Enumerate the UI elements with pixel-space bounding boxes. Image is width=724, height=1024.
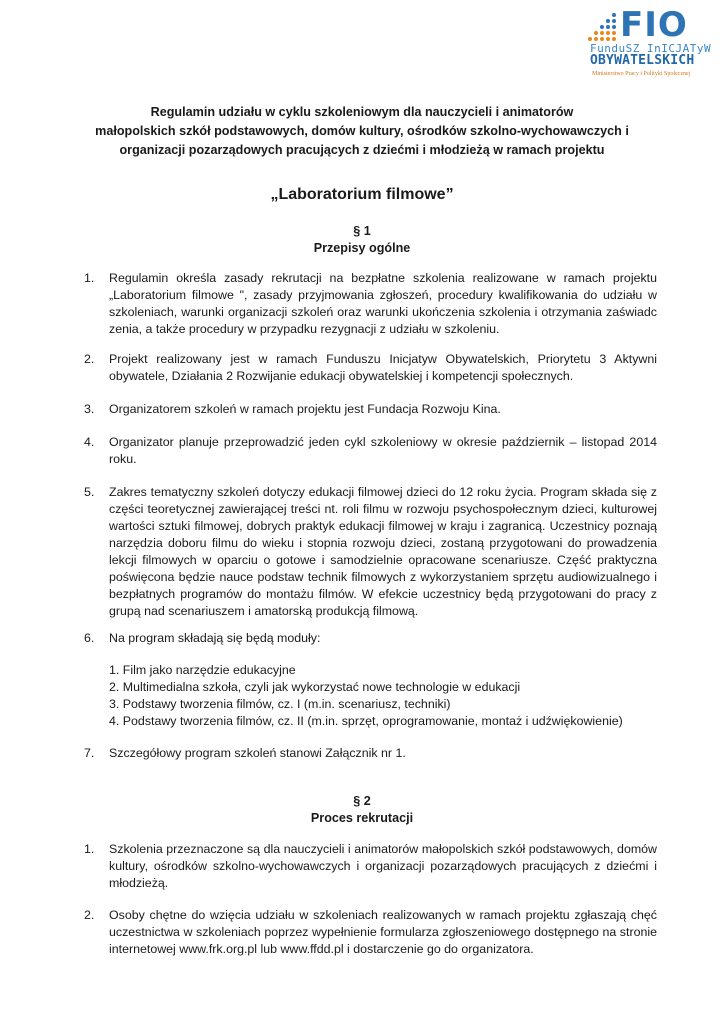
item-text: Organizatorem szkoleń w ramach projektu jest Fundacja Rozwoju Kina. — [109, 402, 501, 416]
item-number: 2. — [84, 908, 95, 922]
fio-logo — [580, 5, 720, 82]
section-1-heading — [60, 223, 664, 257]
document-header — [60, 103, 664, 160]
item-number: 7. — [84, 746, 95, 760]
item-number: 2. — [84, 352, 95, 366]
list-item — [84, 351, 657, 385]
document-title: „Laboratorium filmowe” — [270, 186, 454, 203]
logo-line-1: FunduSZ InICJATyW — [590, 42, 712, 55]
dot-grid-icon — [586, 12, 618, 42]
logo-line-2: OBYWATELSKICH — [590, 53, 695, 68]
section-2-heading — [60, 793, 664, 827]
item-text: Szczegółowy program szkoleń stanowi Załącznik nr 1. — [109, 746, 406, 760]
item-number: 5. — [84, 485, 95, 499]
item-number: 1. — [84, 271, 95, 285]
item-number: 1. — [84, 842, 95, 856]
logo-mark: FIO — [620, 5, 688, 45]
section-title: Proces rekrutacji — [310, 811, 414, 825]
list-item — [84, 401, 657, 418]
list-item — [84, 434, 657, 468]
section-number: § 2 — [353, 794, 371, 808]
module-item: 1. Film jako narzędzie edukacyjne — [109, 663, 296, 677]
item-text: Projekt realizowany jest w ramach Funduszu Inicjatyw Obywatelskich, Priorytetu 3 Aktywni obywatele, Działania 2 Rozwijanie edukacji obywatelskiej i kompetencji społecznych. — [109, 352, 657, 383]
list-item — [84, 270, 657, 338]
item-text: Na program składają się będą moduły: — [109, 631, 321, 645]
module-item: 3. Podstawy tworzenia filmów, cz. I (m.in. scenariusz, techniki) — [109, 697, 451, 711]
list-item — [84, 907, 657, 958]
list-item — [84, 745, 657, 762]
module-item: 2. Multimedialna szkoła, czyli jak wykorzystać nowe technologie w edukacji — [109, 680, 521, 694]
list-item — [84, 484, 657, 620]
item-text: Zakres tematyczny szkoleń dotyczy edukacji filmowej dzieci do 12 roku życia. Program składa się z części teoretycznej zawierającej treści nt. roli filmu w rozwoju psychospołecznym dzieci, kulturowej wartości sztuki filmowej, dobrych praktyk edukacji filmowej w kraju i zagranicą. Uczestnicy poznają narzędzia doboru filmu do wieku i stopnia rozwoju dzieci, zostaną przygotowani do prowadzenia lekcji filmowych w oparciu o gotowe i samodzielnie opracowane scenariusze. Część praktyczna poświęcona będzie nauce podstaw technik filmowych z wykorzystaniem sprzętu audiowizualnego i bezpłatnych programów do montażu filmów. W efekcie uczestnicy będą przygotowani do pracy z grupą nad scenariuszem i amatorską produkcją filmową. — [109, 485, 657, 618]
header-line-3: organizacji pozarządowych pracujących z dziećmi i młodzieżą w ramach projektu — [119, 143, 605, 157]
list-item — [84, 841, 657, 892]
section-title: Przepisy ogólne — [313, 241, 411, 255]
item-text: Szkolenia przeznaczone są dla nauczycieli i animatorów małopolskich szkół podstawowych, domów kultury, ośrodków szkolno-wychowawczych i organizacji pozarządowych pracujących z dziećmi i młodzieżą. — [109, 842, 657, 890]
logo-line-3: Ministerstwo Pracy i Polityki Społecznej — [592, 71, 691, 77]
header-line-1: Regulamin udziału w cyklu szkoleniowym dla nauczycieli i animatorów — [150, 105, 574, 119]
item-text: Osoby chętne do wzięcia udziału w szkoleniach realizowanych w ramach projektu zgłaszają chęć uczestnictwa w szkoleniach poprzez wypełnienie formularza zgłoszeniowego dostępnego na stronie internetowej www.frk.org.pl lub www.ffdd.pl i dostarczenie go do organizatora. — [109, 908, 657, 956]
module-list — [109, 662, 657, 730]
section-number: § 1 — [353, 224, 371, 238]
list-item — [84, 630, 657, 647]
item-text: Organizator planuje przeprowadzić jeden cykl szkoleniowy w okresie październik – listopad 2014 roku. — [109, 435, 657, 466]
module-item: 4. Podstawy tworzenia filmów, cz. II (m.in. sprzęt, oprogramowanie, montaż i udźwiękowienie) — [109, 714, 623, 728]
item-number: 3. — [84, 402, 95, 416]
item-text: Regulamin określa zasady rekrutacji na bezpłatne szkolenia realizowane w ramach projektu „Laboratorium filmowe ", zasady przyjmowania zgłoszeń, procedury kwalifikowania do udziału w szkoleniach, warunki organizacji szkoleń oraz warunki ukończenia szkolenia i otrzymania zaświadc zenia, a także procedury w przypadku rezygnacji z udziału w szkoleniu. — [109, 271, 657, 336]
header-line-2: małopolskich szkół podstawowych, domów kultury, ośrodków szkolno-wychowawczych i — [95, 124, 629, 138]
item-number: 4. — [84, 435, 95, 449]
item-number: 6. — [84, 631, 95, 645]
